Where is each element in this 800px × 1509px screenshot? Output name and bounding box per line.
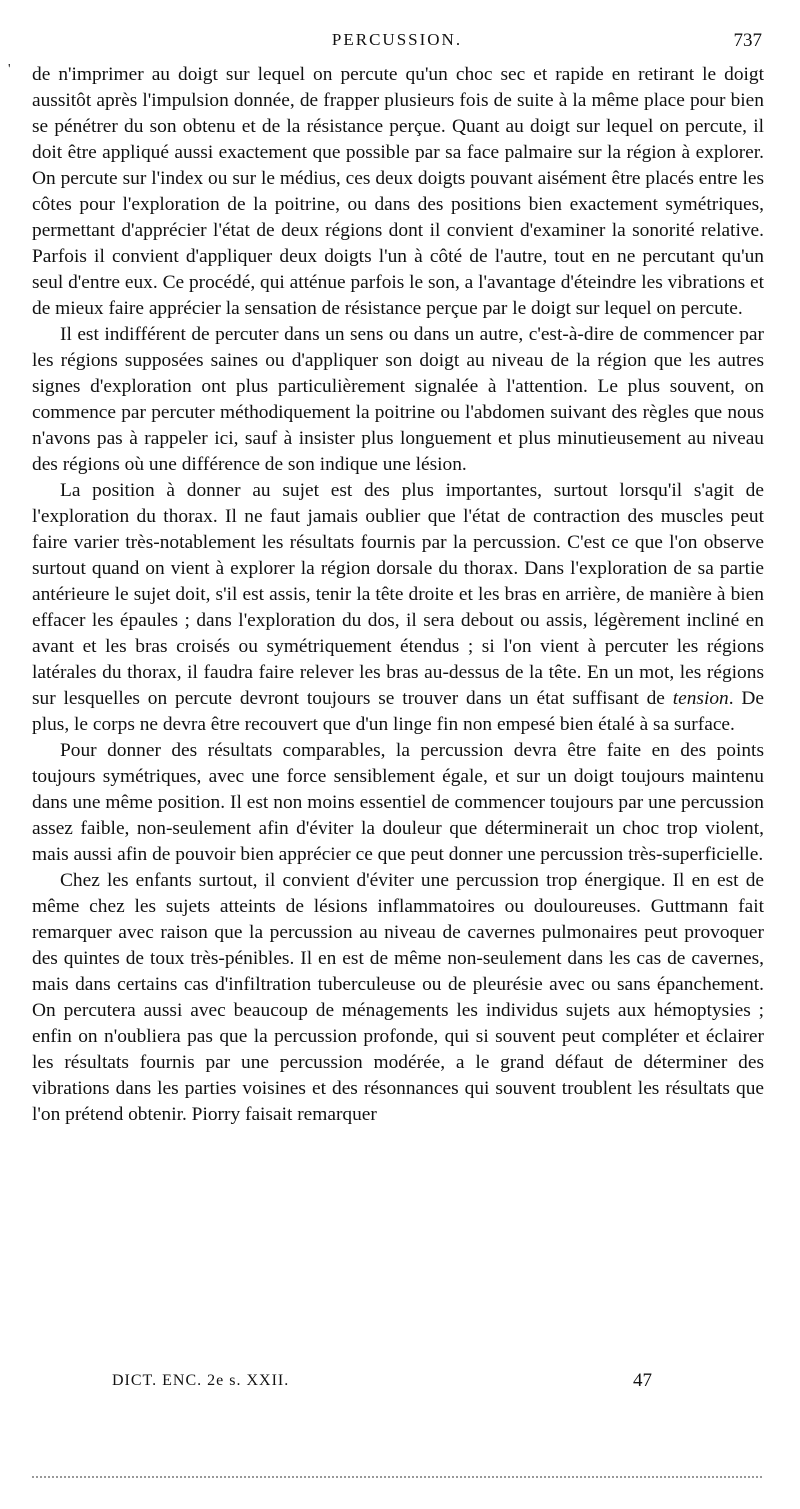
bleed-through-line: [32, 1476, 762, 1478]
page-number: 737: [733, 30, 762, 51]
paragraph-2: Il est indifférent de percuter dans un sens ou dans un autre, c'est-à-dire de commencer par les régions supposées saines ou d'appliquer son doigt au niveau de la région que les autres signes d'exploration ont plus particulièrement signalée à l'attention. Le plus souvent, on commence par percuter méthodiquement la poitrine ou l'abdomen suivant des règles que nous n'avons pas à rappeler ici, sauf à insister plus longuement et plus minutieusement au niveau des régions où une différence de son indique une lésion.: [32, 324, 764, 475]
running-header: [32, 30, 762, 56]
sheet-number: 47: [633, 1370, 652, 1391]
italic-term: tension: [672, 688, 729, 709]
paragraph-3-tail: . De plus, le corps ne devra être recouvert que d'un linge fin non empesé bien étalé à sa surface.: [32, 688, 764, 735]
paragraph-1: de n'imprimer au doigt sur lequel on percute qu'un choc sec et rapide en retirant le doigt aussitôt après l'impulsion donnée, de frapper plusieurs fois de suite à la même place pour bien se pénétrer du son obtenu et de la résistance perçue. Quant au doigt sur lequel on percute, il doit être appliqué aussi exactement que possible par sa face palmaire sur la région à explorer. On percute sur l'index ou sur le médius, ces deux doigts pouvant aisément être placés entre les côtes pour l'exploration de la poitrine, ou dans des positions bien exactement symétriques, permettant d'apprécier l'état de deux régions dont il convient d'examiner la sonorité relative. Parfois il convient d'appliquer deux doigts l'un à côté de l'autre, tout en ne percutant qu'un seul d'entre eux. Ce procédé, qui atténue parfois le son, a l'avantage d'éteindre les vibrations et de mieux faire apprécier la sensation de résistance perçue par le doigt sur lequel on percute.: [32, 64, 764, 319]
margin-mark: ': [8, 62, 11, 77]
body-text: [32, 62, 764, 1128]
paragraph-5: Chez les enfants surtout, il convient d'éviter une percussion trop énergique. Il en est de même chez les sujets atteints de lésions inflammatoires ou douloureuses. Guttmann fait remarquer avec raison que la percussion au niveau de cavernes pulmonaires peut provoquer des quintes de toux très-pénibles. Il en est de même non-seulement dans les cas de cavernes, mais dans certains cas d'infiltration tuberculeuse ou de pleurésie avec ou sans épanchement. On percutera aussi avec beaucoup de ménagements les individus sujets aux hémoptysies ; enfin on n'oubliera pas que la percussion profonde, qui si souvent peut compléter et éclairer les résultats fournis par une percussion modérée, a le grand défaut de déterminer des vibrations dans les parties voisines et des résonnances qui souvent troublent les résultats que l'on prétend obtenir. Piorry faisait remarquer: [32, 870, 764, 1125]
signature-mark: DICT. ENC. 2e s. XXII.: [112, 1372, 290, 1389]
paragraph-3-text: La position à donner au sujet est des plus importantes, surtout lorsqu'il s'agit de l'exploration du thorax. Il ne faut jamais oublier que l'état de contraction des muscles peut faire varier très-notablement les résultats fournis par la percussion. C'est ce que l'on observe surtout quand on vient à explorer la région dorsale du thorax. Dans l'exploration de sa partie antérieure le sujet doit, s'il est assis, tenir la tête droite et les bras en arrière, de manière à bien effacer les épaules ; dans l'exploration du dos, il sera debout ou assis, légèrement incliné en avant et les bras croisés ou symétriquement étendus ; si l'on vient à percuter les régions latérales du thorax, il faudra faire relever les bras au-dessus de la tête. En un mot, les régions sur lesquelles on percute devront toujours se trouver dans un état suffisant de: [32, 480, 764, 709]
page-title: PERCUSSION.: [331, 30, 463, 49]
paragraph-4: Pour donner des résultats comparables, la percussion devra être faite en des points toujours symétriques, avec une force sensiblement égale, et sur un doigt toujours maintenu dans une même position. Il est non moins essentiel de commencer toujours par une percussion assez faible, non-seulement afin d'éviter la douleur que déterminerait un choc trop violent, mais aussi afin de pouvoir bien apprécier ce que peut donner une percussion très-superficielle.: [32, 740, 764, 865]
paragraph-3: [32, 478, 764, 738]
page-footer: [112, 1372, 652, 1396]
